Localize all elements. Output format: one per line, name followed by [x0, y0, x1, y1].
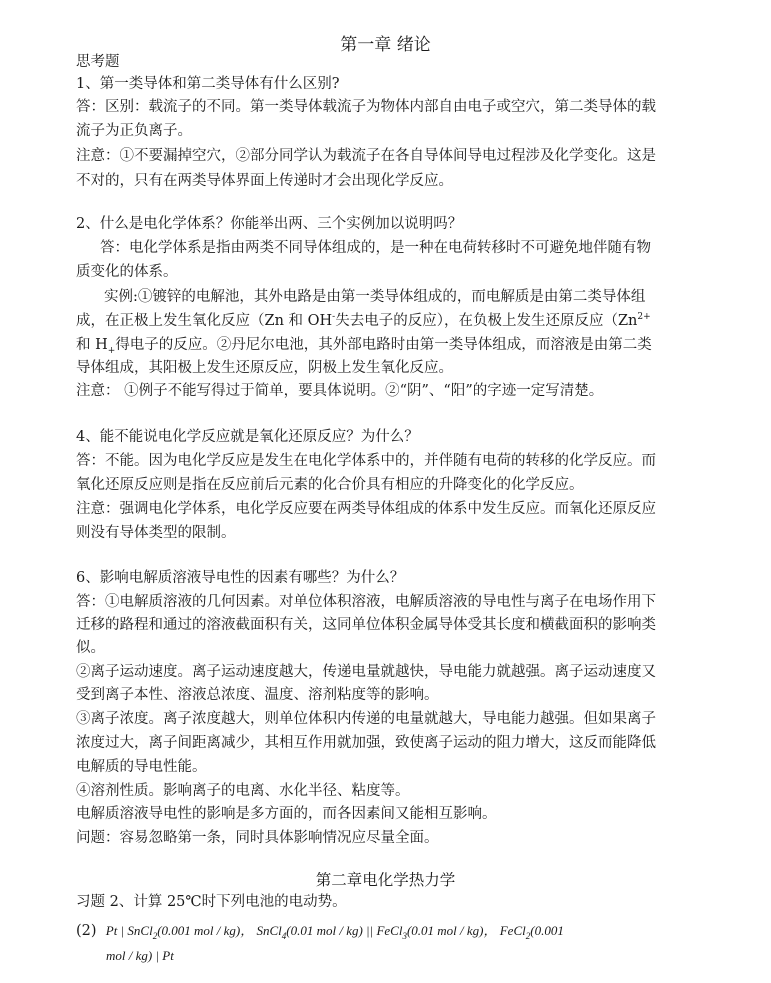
q4-note-line2: 则没有导体类型的限制。	[76, 525, 236, 541]
q1-question: 1、第一类导体和第二类导体有什么区别?	[76, 76, 340, 92]
cell-formula-line2	[106, 946, 174, 966]
q6-question: 6、影响电解质溶液导电性的因素有哪些？为什么？	[76, 570, 405, 586]
cell-part2: (0.001 mol / kg)， SnCl	[157, 923, 282, 938]
q2-answer-line2: 质变化的体系。	[76, 264, 178, 280]
item-number: (2)	[76, 923, 97, 939]
q6-point2-line2: 受到离子本性、溶液总浓度、温度、溶剂粘度等的影响。	[76, 687, 439, 703]
q1-answer-line2: 流子为正负离子。	[76, 123, 192, 139]
q6-point2-line1: ②离子运动速度。离子运动速度越大，传递电量就越快，导电能力就越强。离子运动速度又	[76, 664, 656, 680]
cell-sub3: 3	[402, 931, 407, 941]
q2-example-line3-part-b: 得电子的反应。②丹尼尔电池，其外部电路时由第一类导体组成，而溶液是由第二类	[115, 337, 652, 353]
q1-note-line2: 不对的，只有在两类导体界面上传递时才会出现化学反应。	[76, 173, 453, 189]
chapter1-title: 第一章 绪论	[340, 35, 431, 55]
zinc-charge: 2+	[637, 312, 651, 322]
section-label: 思考题	[76, 54, 120, 70]
q6-point3-line1: ③离子浓度。离子浓度越大，则单位体积内传递的电量就越大，导电能力越强。但如果离子	[76, 711, 656, 727]
cell-sub4: 2	[525, 931, 531, 941]
q4-answer-line2: 氧化还原反应则是指在反应前后元素的化合价具有相应的升降变化的化学反应。	[76, 477, 584, 493]
q6-point3-line2: 浓度过大，离子间距离减少，其相互作用就加强，致使离子运动的阻力增大，这反而能降低	[76, 735, 656, 751]
q2-example-line3-part-a: 和 H	[76, 337, 108, 353]
cell-part4: (0.01 mol / kg)， FeCl	[406, 923, 526, 938]
q2-example-line4: 导体组成，其阳极上发生还原反应，阴极上发生氧化反应。	[76, 360, 453, 376]
cell-formula-line1	[76, 921, 564, 942]
q6-summary: 电解质溶液导电性的影响是多方面的，而各因素间又能相互影响。	[76, 806, 497, 822]
cell-line2: mol / kg) | Pt	[106, 948, 174, 963]
q4-note-line1: 注意：强调电化学体系，电化学反应要在两类导体组成的体系中发生反应。而氧化还原反应	[76, 501, 656, 517]
hydroxide-charge: -	[332, 312, 336, 322]
q6-point4: ④溶剂性质。影响离子的电离、水化半径、粘度等。	[76, 783, 410, 799]
exercise-2: 习题 2、计算 25℃时下列电池的电动势。	[76, 894, 347, 910]
chapter2-title: 第二章电化学热力学	[315, 871, 456, 889]
q2-example-line3	[76, 335, 652, 357]
q2-example-line2-part-a: 成，在正极上发生氧化反应（Zn 和 OH	[76, 313, 333, 329]
q6-answer-line1: 答：①电解质溶液的几何因素。对单位体积溶液，电解质溶液的导电性与离子在电场作用下	[76, 594, 656, 610]
q4-answer-line1: 答：不能。因为电化学反应是发生在电化学体系中的，并伴随有电荷的转移的化学反应。而	[76, 453, 656, 469]
hydrogen-charge: +	[107, 346, 116, 356]
q2-answer-line1: 答：电化学体系是指由两类不同导体组成的，是一种在电荷转移时不可避免地伴随有物	[100, 240, 651, 256]
q1-note-line1: 注意：①不要漏掉空穴，②部分同学认为载流子在各自导体间导电过程涉及化学变化。这是	[76, 148, 656, 164]
q2-example-line1: 实例:①镀锌的电解池，其外电路是由第一类导体组成的，而电解质是由第二类导体组	[104, 289, 646, 305]
cell-part5: (0.001	[530, 923, 564, 938]
q6-problem: 问题：容易忽略第一条，同时具体影响情况应尽量全面。	[76, 830, 439, 846]
cell-sub2: 4	[281, 931, 287, 941]
q2-example-line2	[76, 311, 651, 333]
q2-note: 注意： ①例子不能写得过于简单，要具体说明。②“阴”、“阳”的字迹一定写清楚。	[76, 383, 604, 399]
q6-answer-line3: 似。	[76, 640, 105, 656]
q6-answer-line2: 迁移的路程和通过的溶液截面积有关，这同单位体积金属导体受其长度和横截面积的影响类	[76, 617, 656, 633]
cell-part3: (0.01 mol / kg) || FeCl	[286, 923, 403, 938]
cell-formula-expression	[105, 923, 564, 941]
cell-sub1: 2	[152, 931, 158, 941]
q2-example-line2-part-b: 失去电子的反应），在负极上发生还原反应（Zn	[335, 313, 638, 329]
q1-answer-line1: 答：区别：载流子的不同。第一类导体载流子为物体内部自由电子或空穴，第二类导体的载	[76, 99, 656, 115]
q2-question: 2、什么是电化学体系？你能举出两、三个实例加以说明吗？	[76, 216, 463, 232]
cell-part1: Pt | SnCl	[105, 923, 153, 938]
q6-point3-line3: 电解质的导电性能。	[76, 759, 207, 775]
q4-question: 4、能不能说电化学反应就是氧化还原反应？为什么？	[76, 429, 419, 445]
